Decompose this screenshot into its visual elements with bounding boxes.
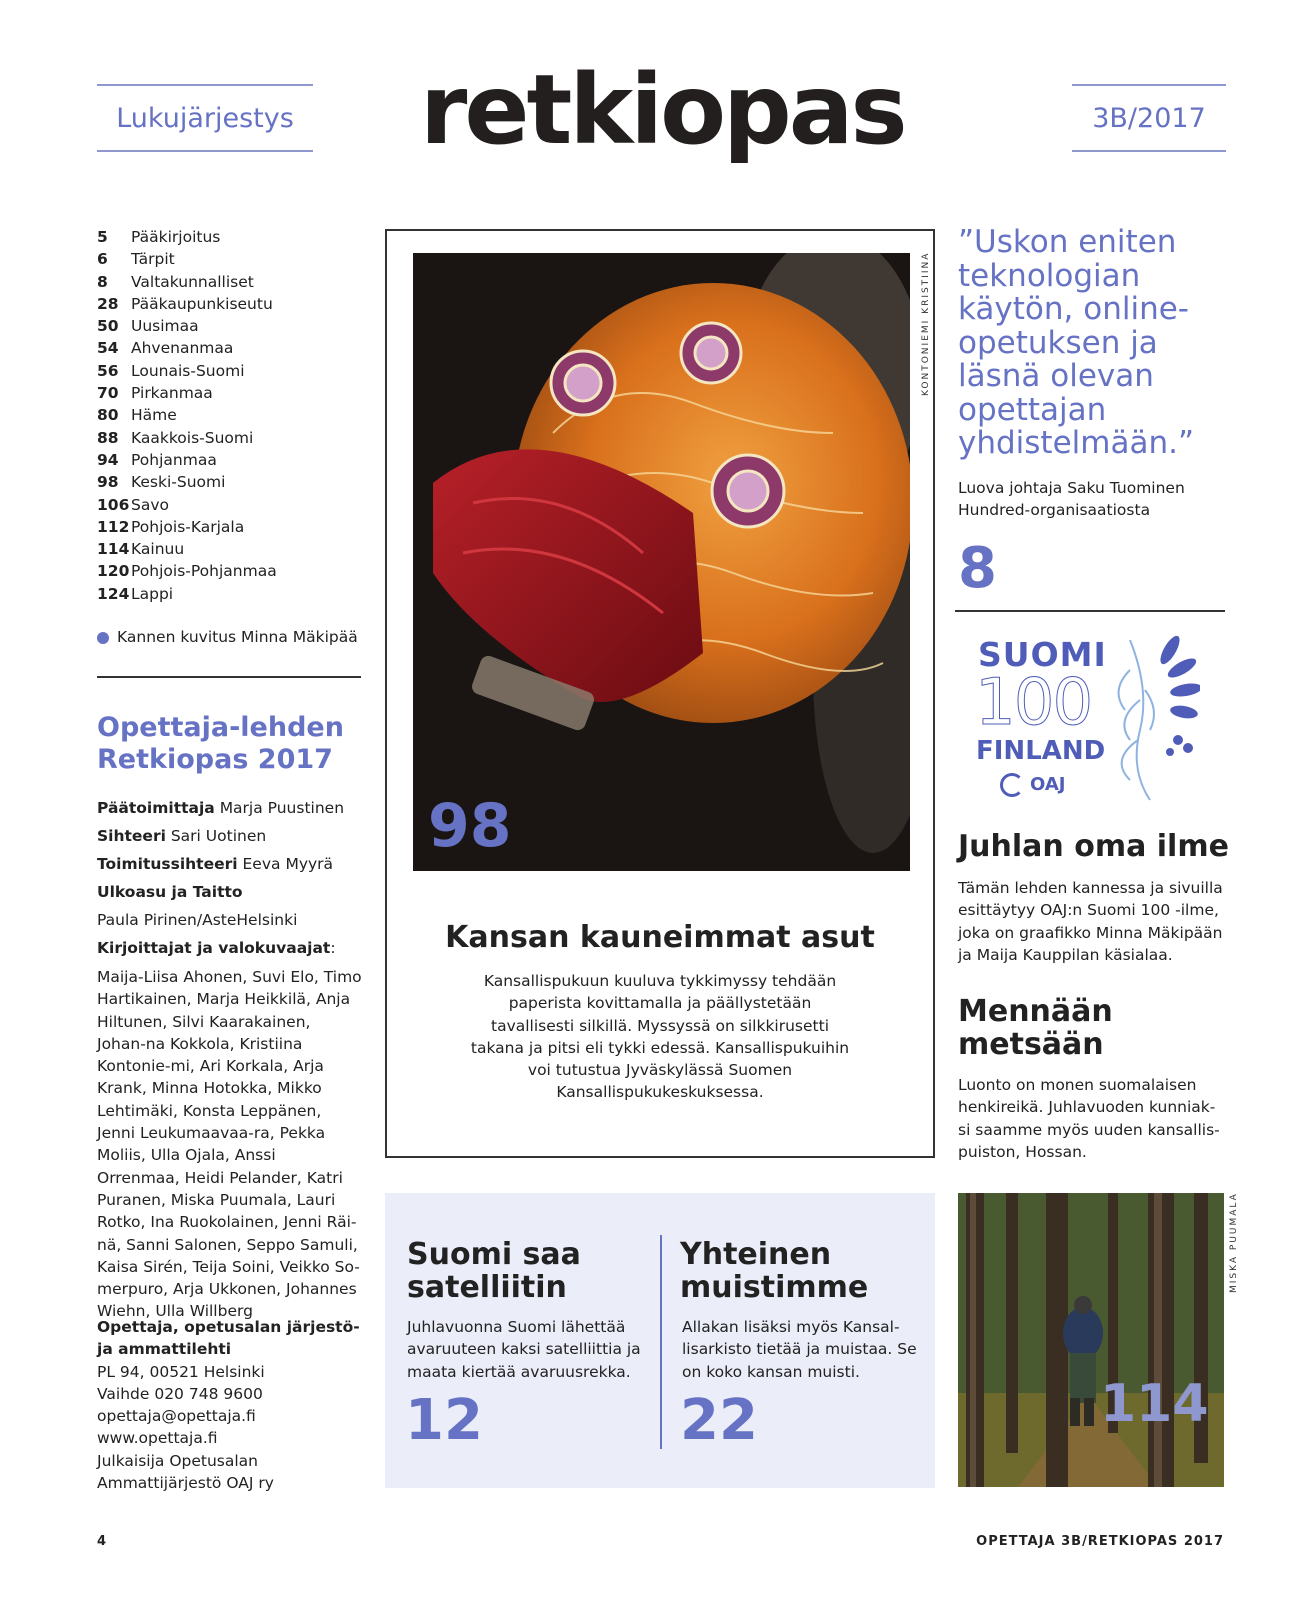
toc-page-number: 88 (97, 428, 119, 447)
bullet-dot-icon (97, 632, 109, 644)
feature-title: Kansan kauneimmat asut (445, 920, 875, 955)
publisher-phone: Vaihde 020 748 9600 (97, 1384, 263, 1403)
divider (97, 676, 361, 678)
toc-page-number: 56 (97, 361, 119, 380)
toc-item[interactable] (97, 538, 357, 560)
toc-page-number: 6 (97, 250, 108, 269)
toc-item[interactable] (97, 337, 357, 359)
toc-item[interactable] (97, 516, 357, 538)
staff-row (97, 822, 367, 850)
suomi100-oaj-logo (975, 630, 1200, 800)
issue-label (1072, 84, 1226, 152)
toc-page-number: 120 (97, 562, 130, 581)
publisher-website[interactable]: www.opettaja.fi (97, 1429, 218, 1448)
staff-name: Eeva Myyrä (242, 855, 334, 873)
toc-label: Keski-Suomi (131, 473, 226, 492)
logo-text: 100 (975, 666, 1092, 740)
teaser-title-line: muistimme (680, 1270, 869, 1305)
toc-item[interactable] (97, 427, 357, 449)
staff-row (97, 934, 367, 962)
toc-page-number: 5 (97, 228, 108, 246)
divider (660, 1235, 662, 1449)
toc-page-number: 28 (97, 294, 119, 313)
toc-label: Pohjanmaa (131, 450, 217, 469)
cover-credit (97, 628, 358, 646)
staff-role: Kirjoittajat ja valokuvaajat (97, 939, 331, 957)
article-title: Juhlan oma ilme (958, 829, 1229, 864)
headdress-illustration (413, 253, 910, 871)
toc-label: Kainuu (131, 540, 185, 559)
toc-label: Tärpit (131, 250, 175, 269)
staff-list (97, 794, 367, 962)
issue-text: 3B/2017 (1092, 102, 1206, 134)
colophon-title-line: Retkiopas 2017 (97, 744, 333, 775)
toc-label: Pirkanmaa (131, 384, 213, 403)
toc-label: Savo (131, 495, 169, 514)
publisher-email[interactable]: opettaja@opettaja.fi (97, 1407, 256, 1426)
staff-name: Sari Uotinen (170, 827, 267, 845)
article-body: Tämän lehden kannessa ja sivuilla esittäytyy OAJ:n Suomi 100 -ilme, joka on graafikko Minna Mäkipään ja Maija Kauppilan käsialaa. (958, 879, 1223, 964)
toc-label: Ahvenanmaa (131, 339, 234, 358)
staff-role: Toimitussihteeri (97, 855, 238, 873)
teaser-title (407, 1238, 581, 1304)
toc-label: Uusimaa (131, 317, 199, 336)
logo-text: SUOMI (978, 635, 1107, 674)
photo-credit: MISKA PUUMALA (1229, 1192, 1239, 1293)
toc-item[interactable] (97, 560, 357, 582)
staff-row (97, 850, 367, 878)
toc-item[interactable] (97, 471, 357, 493)
divider (955, 610, 1225, 612)
toc-item[interactable] (97, 226, 357, 248)
logo-oaj (1000, 773, 1065, 797)
staff-name: Marja Puustinen (219, 799, 345, 817)
article-body: Luonto on monen suomalaisen henkireikä. Juhlavuoden kunniak-si saamme myös uuden kansallis-puiston, Hossan. (958, 1076, 1220, 1161)
publisher-address: PL 94, 00521 Helsinki (97, 1362, 265, 1381)
masthead: retkiopas (420, 54, 905, 166)
teaser-title-line: Suomi saa (407, 1237, 581, 1272)
toc-label: Kaakkois-Suomi (131, 428, 254, 447)
toc-item[interactable] (97, 404, 357, 426)
toc-page-number: 112 (97, 517, 130, 536)
toc-page-number: 50 (97, 317, 119, 336)
toc-item[interactable] (97, 271, 357, 293)
feature-body: Kansallispukuun kuuluva tykkimyssy tehdään paperista kovittamalla ja päällystetään tavallisesti silkillä. Myssyssä on silkkirusetti takana ja pitsi eli tykki edessä. Kansallispukuihin voi tutustua Jyväskylässä Suomen Kansallispukukeskuksessa. (470, 972, 850, 1102)
toc-item[interactable] (97, 583, 357, 605)
quote-attribution: Luova johtaja Saku Tuominen Hundred-organisaatiosta (958, 479, 1185, 520)
feature-page-number[interactable]: 98 (428, 791, 512, 861)
toc-page-number: 114 (97, 540, 130, 559)
staff-role: Sihteeri (97, 827, 166, 845)
page-number: 4 (97, 1534, 107, 1549)
publisher-line: Ammattijärjestö OAJ ry (97, 1474, 274, 1493)
toc-page-number: 80 (97, 406, 119, 425)
toc-item[interactable] (97, 293, 357, 315)
toc-label: Pääkirjoitus (131, 228, 221, 246)
forest-illustration (958, 1193, 1224, 1487)
teaser-title-line: satelliitin (407, 1270, 567, 1305)
toc-page-number: 106 (97, 495, 130, 514)
staff-row (97, 794, 367, 822)
toc-label: Lounais-Suomi (131, 361, 245, 380)
forest-photo[interactable] (958, 1193, 1224, 1487)
toc-item[interactable] (97, 360, 357, 382)
teaser-page-number[interactable]: 22 (680, 1388, 758, 1453)
publisher-title: Opettaja, opetusalan järjestö- ja ammattilehti (97, 1318, 360, 1359)
colophon-title (97, 712, 377, 776)
staff-colon: : (330, 939, 336, 957)
toc-label: Pohjois-Pohjanmaa (131, 562, 277, 581)
toc-page-number: 54 (97, 339, 119, 358)
staff-name: Paula Pirinen/AsteHelsinki (97, 911, 298, 929)
publisher-line: Julkaisija Opetusalan (97, 1451, 259, 1470)
staff-row (97, 906, 367, 934)
toc-page-number: 70 (97, 384, 119, 403)
toc-item[interactable] (97, 248, 357, 270)
staff-row (97, 878, 367, 906)
photo-credit: KONTONIEMI KRISTIINA (921, 251, 931, 396)
staff-role: Ulkoasu ja Taitto (97, 883, 243, 901)
section-label-text: Lukujärjestys (116, 102, 294, 134)
toc-item[interactable] (97, 315, 357, 337)
toc-label: Lappi (131, 584, 174, 603)
section-label (97, 84, 313, 152)
teaser-page-number[interactable]: 12 (405, 1388, 483, 1453)
article-title (958, 995, 1113, 1061)
publisher-info (97, 1316, 367, 1494)
toc-item[interactable] (97, 449, 357, 471)
leaf-ornament-icon (1100, 630, 1200, 805)
toc-page-number: 94 (97, 450, 119, 469)
article-title-line: metsään (958, 1027, 1104, 1062)
headdress-photo[interactable] (413, 253, 910, 871)
publication-name: OPETTAJA 3B/RETKIOPAS 2017 (976, 1534, 1224, 1549)
toc-page-number: 8 (97, 272, 108, 291)
toc-item[interactable] (97, 494, 357, 516)
toc-label: Valtakunnalliset (131, 272, 254, 291)
cover-credit-text: Kannen kuvitus Minna Mäkipää (117, 628, 358, 646)
article-title-line: Mennään (958, 994, 1113, 1029)
teaser-body: Juhlavuonna Suomi lähettää avaruuteen kaksi satelliittia ja maata kiertää avaruusrekka. (407, 1318, 641, 1381)
oaj-swirl-icon (1000, 773, 1024, 797)
teaser-title-line: Yhteinen (680, 1237, 832, 1272)
forest-page-number[interactable]: 114 (1100, 1374, 1209, 1434)
contributors-list: Maija-Liisa Ahonen, Suvi Elo, Timo Hartikainen, Marja Heikkilä, Anja Hiltunen, Silvi Kaarakainen, Johan-na Kokkola, Kristiina Kontonie-mi, Ari Korkala, Arja Krank, Minna Hotokka, Mikko Lehtimäki, Konsta Leppänen, Jenni Leukumaavaa-ra, Pekka Moliis, Ulla Ojala, Anssi Orrenmaa, Heidi Pelander, Katri Puranen, Miska Puumala, Lauri Rotko, Ina Ruokolainen, Jenni Räi-nä, Sanni Salonen, Seppo Samuli, Kaisa Sirén, Teija Soini, Veikko So-merpuro, Arja Ukkonen, Johannes Wiehn, Ulla Willberg (97, 968, 362, 1321)
toc-label: Häme (131, 406, 177, 425)
toc-page-number: 98 (97, 473, 119, 492)
logo-text: OAJ (1030, 774, 1066, 795)
toc-label: Pohjois-Karjala (131, 517, 245, 536)
toc-page-number: 124 (97, 584, 130, 603)
toc-item[interactable] (97, 382, 357, 404)
colophon-title-line: Opettaja-lehden (97, 712, 344, 743)
teaser-body: Allakan lisäksi myös Kansal-lisarkisto tietää ja muistaa. Se on koko kansan muisti. (682, 1318, 917, 1381)
quote-page-number[interactable]: 8 (958, 536, 997, 601)
teaser-title (680, 1238, 868, 1304)
staff-role: Päätoimittaja (97, 799, 215, 817)
toc-label: Pääkaupunkiseutu (131, 294, 273, 313)
table-of-contents (97, 226, 357, 605)
logo-text: FINLAND (976, 736, 1106, 766)
pull-quote: ”Uskon eniten teknologian käytön, online-opetuksen ja läsnä olevan opettajan yhdistelmään.” (958, 224, 1195, 461)
